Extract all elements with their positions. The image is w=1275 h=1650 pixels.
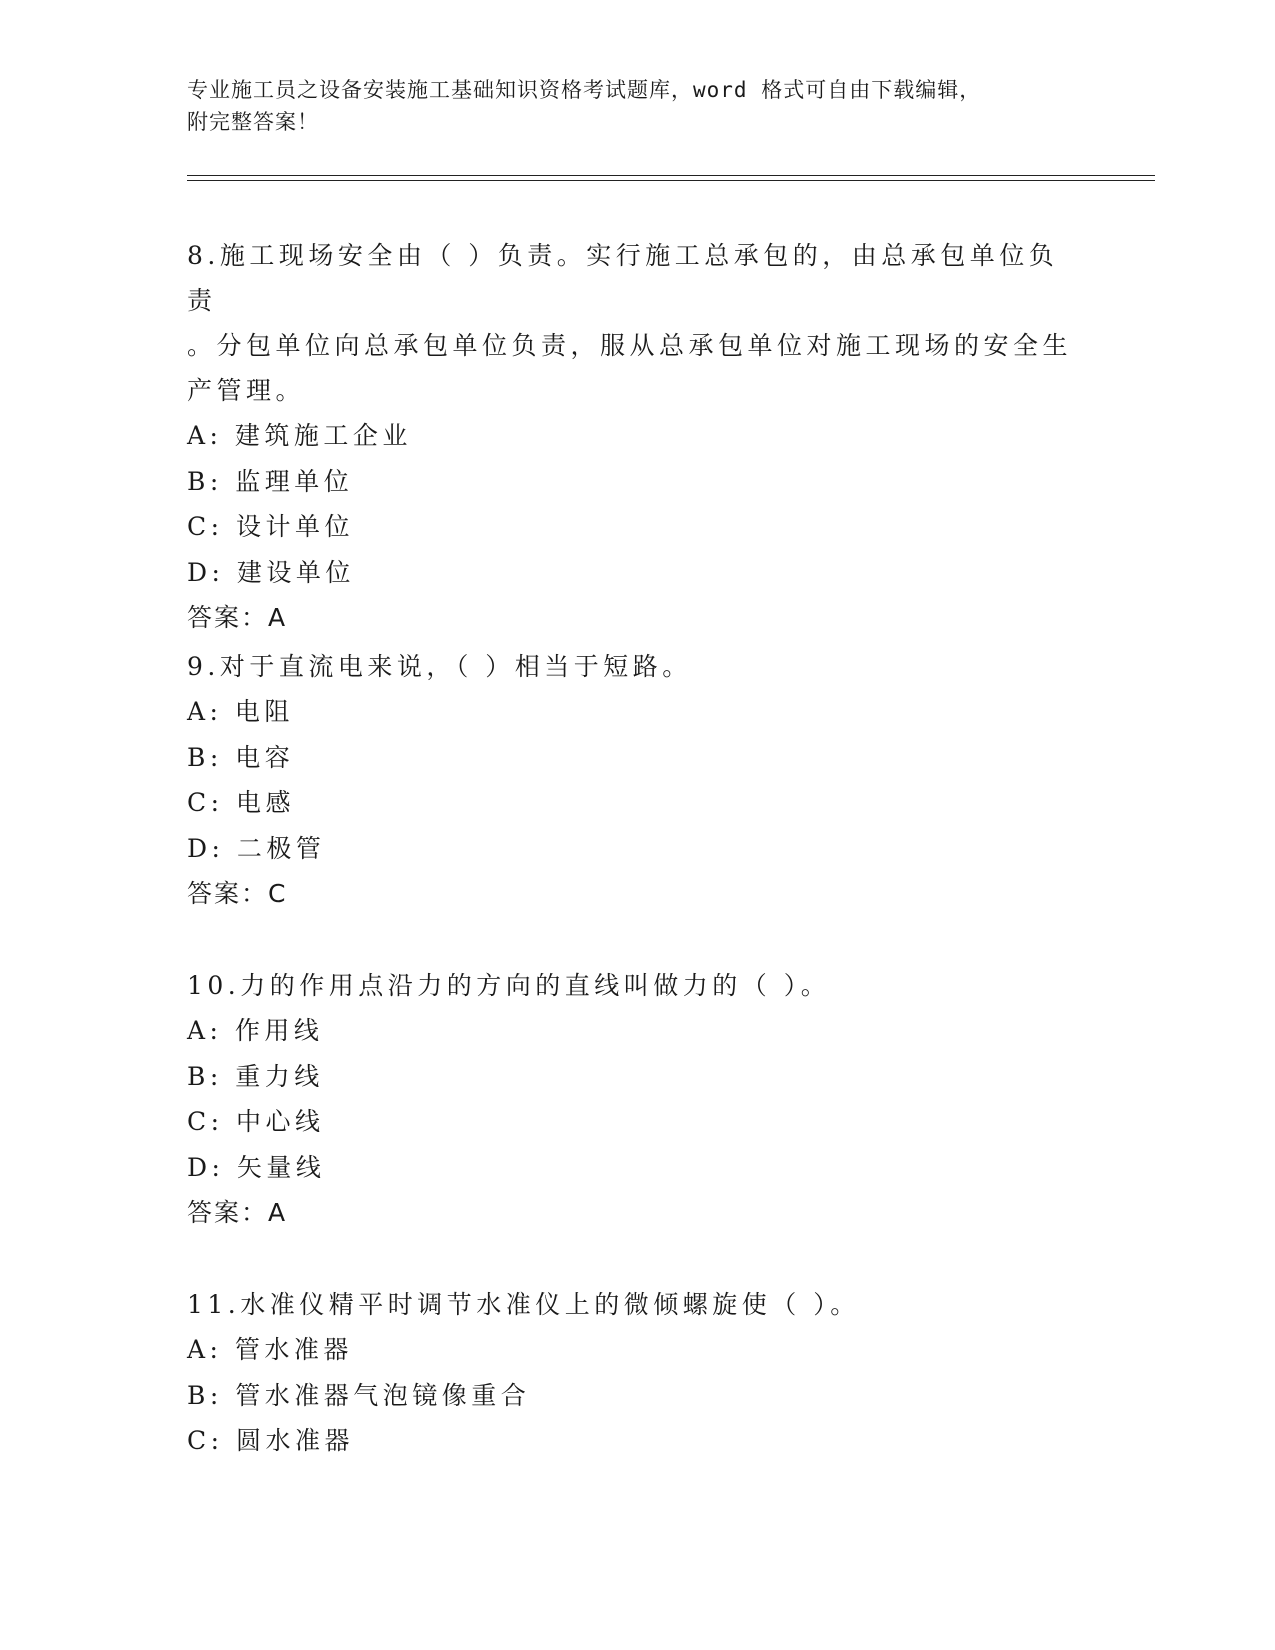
- option-d: D: 矢量线: [187, 1152, 326, 1182]
- question-11: [187, 1282, 1087, 1464]
- option-c: C: 中心线: [187, 1107, 325, 1136]
- option-b: B: 重力线: [187, 1061, 324, 1091]
- option-c: C: 设计单位: [187, 512, 354, 541]
- question-9: [187, 644, 1087, 917]
- header-line-2: 附完整答案！: [187, 110, 319, 134]
- answer: 答案：C: [187, 879, 288, 908]
- option-b: B: 管水准器气泡镜像重合: [187, 1380, 531, 1410]
- option-d: D: 二极管: [187, 833, 326, 863]
- question-text-line: 10.力的作用点沿力的方向的直线叫做力的（ ）。: [187, 971, 831, 1000]
- answer: 答案：A: [187, 603, 288, 632]
- question-text-line: 9.对于直流电来说，（ ）相当于短路。: [187, 652, 692, 681]
- document-header: [187, 74, 1077, 138]
- option-c: C: 圆水准器: [187, 1426, 354, 1455]
- question-10: [187, 963, 1087, 1236]
- option-d: D: 建设单位: [187, 557, 355, 587]
- header-line-1: 专业施工员之设备安装施工基础知识资格考试题库，word 格式可自由下载编辑，: [187, 78, 982, 102]
- option-a: A: 管水准器: [187, 1335, 353, 1364]
- option-b: B: 电容: [187, 742, 295, 772]
- option-b: B: 监理单位: [187, 466, 354, 496]
- question-text-line: 产管理。: [187, 376, 306, 405]
- header-divider-top: [187, 175, 1155, 176]
- option-a: A: 作用线: [187, 1016, 324, 1045]
- option-a: A: 建筑施工企业: [187, 421, 412, 450]
- question-8: [187, 233, 1087, 641]
- question-text-line: 11.水准仪精平时调节水准仪上的微倾螺旋使（ ）。: [187, 1290, 860, 1319]
- option-c: C: 电感: [187, 788, 295, 817]
- question-text-line: 8.施工现场安全由（ ）负责。实行施工总承包的，由总承包单位负责: [187, 241, 1059, 315]
- header-divider-bottom: [187, 180, 1155, 181]
- question-text-line: 。分包单位向总承包单位负责，服从总承包单位对施工现场的安全生: [187, 331, 1073, 360]
- answer: 答案：A: [187, 1198, 288, 1227]
- option-a: A: 电阻: [187, 697, 294, 726]
